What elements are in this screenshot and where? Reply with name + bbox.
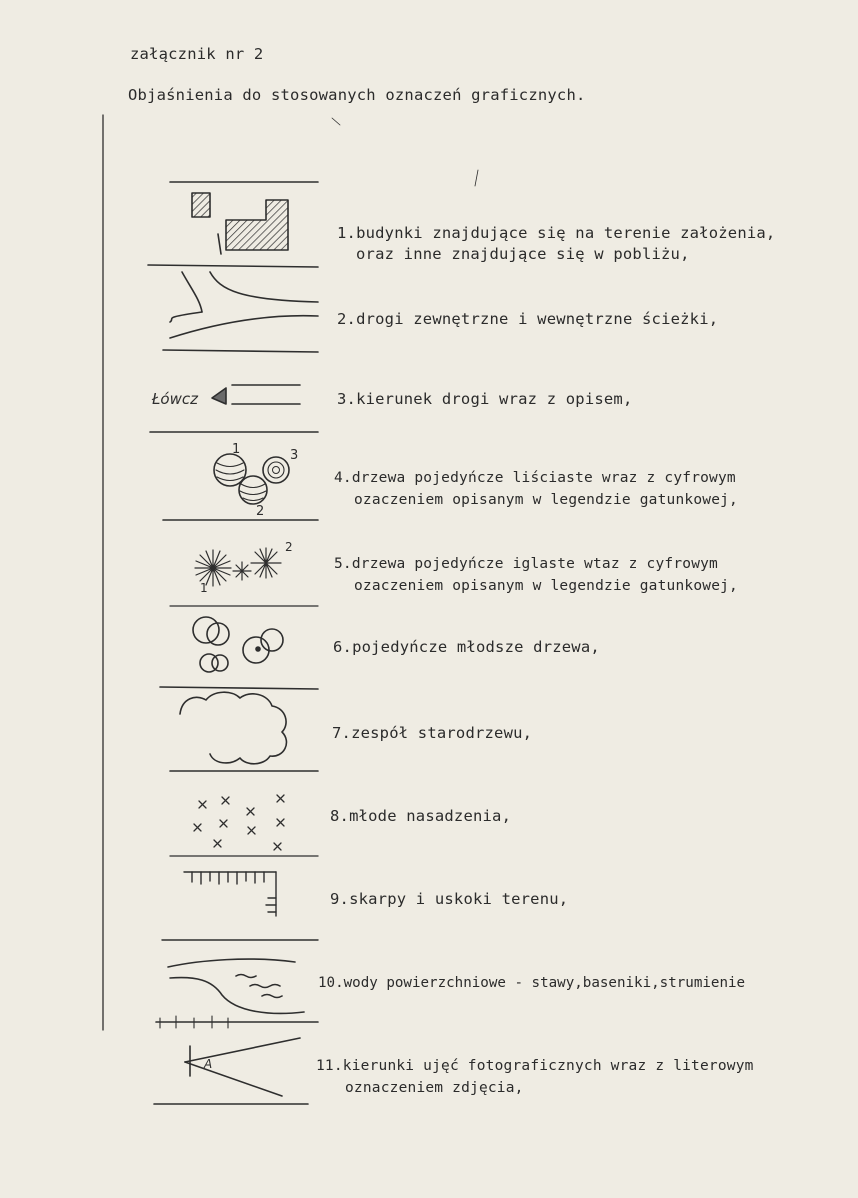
symbol-coniferous-trees xyxy=(170,540,318,606)
conifer-number-2: 2 xyxy=(285,540,293,554)
conifer-number-1: 1 xyxy=(200,581,208,595)
legend-item-4-line2: ozaczeniem opisanym w legendzie gatunkowej, xyxy=(354,492,738,508)
legend-item-5-line1: 5.drzewa pojedyńcze iglaste wtaz z cyfrowym xyxy=(334,556,718,572)
stray-marks xyxy=(332,118,478,186)
legend-item-1-line1: 1.budynki znajdujące się na terenie założenia, xyxy=(337,224,776,242)
symbol-roads xyxy=(163,272,318,352)
legend-item-7: 7.zespół starodrzewu, xyxy=(332,724,533,742)
symbol-old-growth xyxy=(170,692,318,771)
tree-number-2: 2 xyxy=(256,504,265,519)
legend-item-5-line2: ozaczeniem opisanym w legendzie gatunkowej, xyxy=(354,578,738,594)
tree-number-3: 3 xyxy=(290,448,299,463)
symbol-slopes xyxy=(162,872,318,940)
symbol-photo-directions xyxy=(154,1038,308,1104)
legend-item-11-line2: oznaczeniem zdjęcia, xyxy=(345,1080,524,1096)
legend-item-8: 8.młode nasadzenia, xyxy=(330,807,512,825)
symbol-surface-waters xyxy=(156,959,318,1028)
photo-letter: A xyxy=(204,1057,213,1071)
attachment-label: załącznik nr 2 xyxy=(130,45,264,63)
symbol-young-plantings xyxy=(170,795,318,856)
tree-number-1: 1 xyxy=(232,442,241,457)
legend-item-1-line2: oraz inne znajdujące się w pobliżu, xyxy=(356,245,690,263)
legend-item-2: 2.drogi zewnętrzne i wewnętrzne ścieżki, xyxy=(337,310,719,328)
legend-item-3: 3.kierunek drogi wraz z opisem, xyxy=(337,390,633,408)
legend-item-4-line1: 4.drzewa pojedyńcze liściaste wraz z cyfrowym xyxy=(334,470,736,486)
legend-item-11-line1: 11.kierunki ujęć fotograficznych wraz z literowym xyxy=(316,1058,754,1074)
symbol-road-direction xyxy=(150,385,318,432)
symbol-buildings xyxy=(148,182,318,267)
legend-item-6: 6.pojedyńcze młodsze drzewa, xyxy=(333,638,600,656)
road-label: Łówcz xyxy=(152,390,198,408)
symbol-young-trees xyxy=(160,617,318,689)
legend-item-10: 10.wody powierzchniowe - stawy,baseniki,strumienie xyxy=(318,975,746,991)
legend-item-9: 9.skarpy i uskoki terenu, xyxy=(330,890,569,908)
page-title: Objaśnienia do stosowanych oznaczeń graficznych. xyxy=(128,86,586,104)
symbol-deciduous-trees xyxy=(163,442,318,520)
